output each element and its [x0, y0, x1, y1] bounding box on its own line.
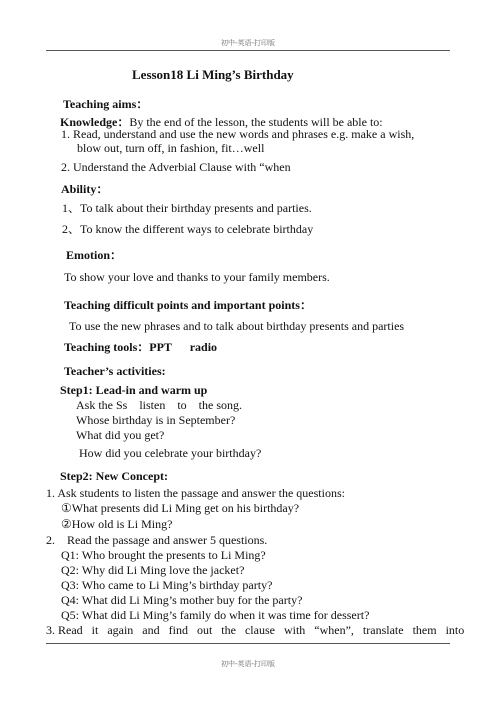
difficult-label: Teaching difficult points and important points：: [64, 298, 312, 312]
tools-line: [64, 338, 217, 355]
tools-items: PPT radio: [149, 340, 218, 354]
step1-line-2: Whose birthday is in September?: [76, 413, 236, 427]
step2-item-1: 1. Ask students to listen the passage and answer the questions:: [46, 486, 345, 500]
header-rule: [46, 50, 450, 51]
step1-heading: Step1: Lead-in and warm up: [60, 383, 208, 397]
step2-question-5: Q5: What did Li Ming’s family do when it was time for dessert?: [61, 608, 370, 622]
step2-question-2: Q2: Why did Li Ming love the jacket?: [61, 563, 245, 577]
knowledge-item-2: 2. Understand the Adverbial Clause with “when: [61, 160, 291, 174]
footer-rule: [46, 643, 450, 644]
step2-item-1-sub-2: ②How old is Li Ming?: [61, 517, 173, 531]
difficult-text: To use the new phrases and to talk about birthday presents and parties: [69, 319, 405, 333]
step2-question-3: Q3: Who came to Li Ming’s birthday party?: [61, 578, 273, 592]
ability-item-2: 2、To know the different ways to celebrate birthday: [62, 222, 314, 236]
step2-question-1: Q1: Who brought the presents to Li Ming?: [61, 548, 266, 562]
tools-label: Teaching tools：: [64, 340, 150, 354]
step1-line-4: How did you celebrate your birthday?: [79, 446, 262, 460]
step2-item-1-sub-1: ①What presents did Li Ming get on his birthday?: [61, 501, 300, 515]
ability-label: Ability：: [61, 182, 109, 196]
step2-item-2: 2. Read the passage and answer 5 questions.: [46, 533, 268, 547]
step1-line-1: Ask the Ss listen to the song.: [76, 398, 243, 412]
knowledge-item-1: 1. Read, understand and use the new words and phrases e.g. make a wish,: [61, 127, 415, 141]
step2-question-4: Q4: What did Li Ming’s mother buy for the party?: [61, 593, 303, 607]
emotion-label: Emotion：: [66, 248, 123, 262]
knowledge-label: Knowledge：: [60, 115, 130, 129]
knowledge-intro: By the end of the lesson, the students will be able to:: [129, 115, 383, 129]
page-header: 初中-英语-打印版: [220, 39, 276, 47]
page-footer: 初中-英语-打印版: [220, 660, 276, 668]
aims-heading: Teaching aims：: [63, 97, 149, 111]
step2-heading: Step2: New Concept:: [60, 469, 168, 483]
lesson-title: Lesson18 Li Ming’s Birthday: [132, 67, 294, 82]
step2-item-3: 3. Read it again and find out the clause with “when”, translate them into: [46, 623, 465, 637]
knowledge-item-1-cont: blow out, turn off, in fashion, fit…well: [77, 141, 265, 155]
activities-heading: Teacher’s activities:: [64, 364, 166, 378]
step1-line-3: What did you get?: [76, 428, 165, 442]
emotion-text: To show your love and thanks to your family members.: [64, 270, 330, 284]
ability-item-1: 1、To talk about their birthday presents and parties.: [62, 201, 312, 215]
